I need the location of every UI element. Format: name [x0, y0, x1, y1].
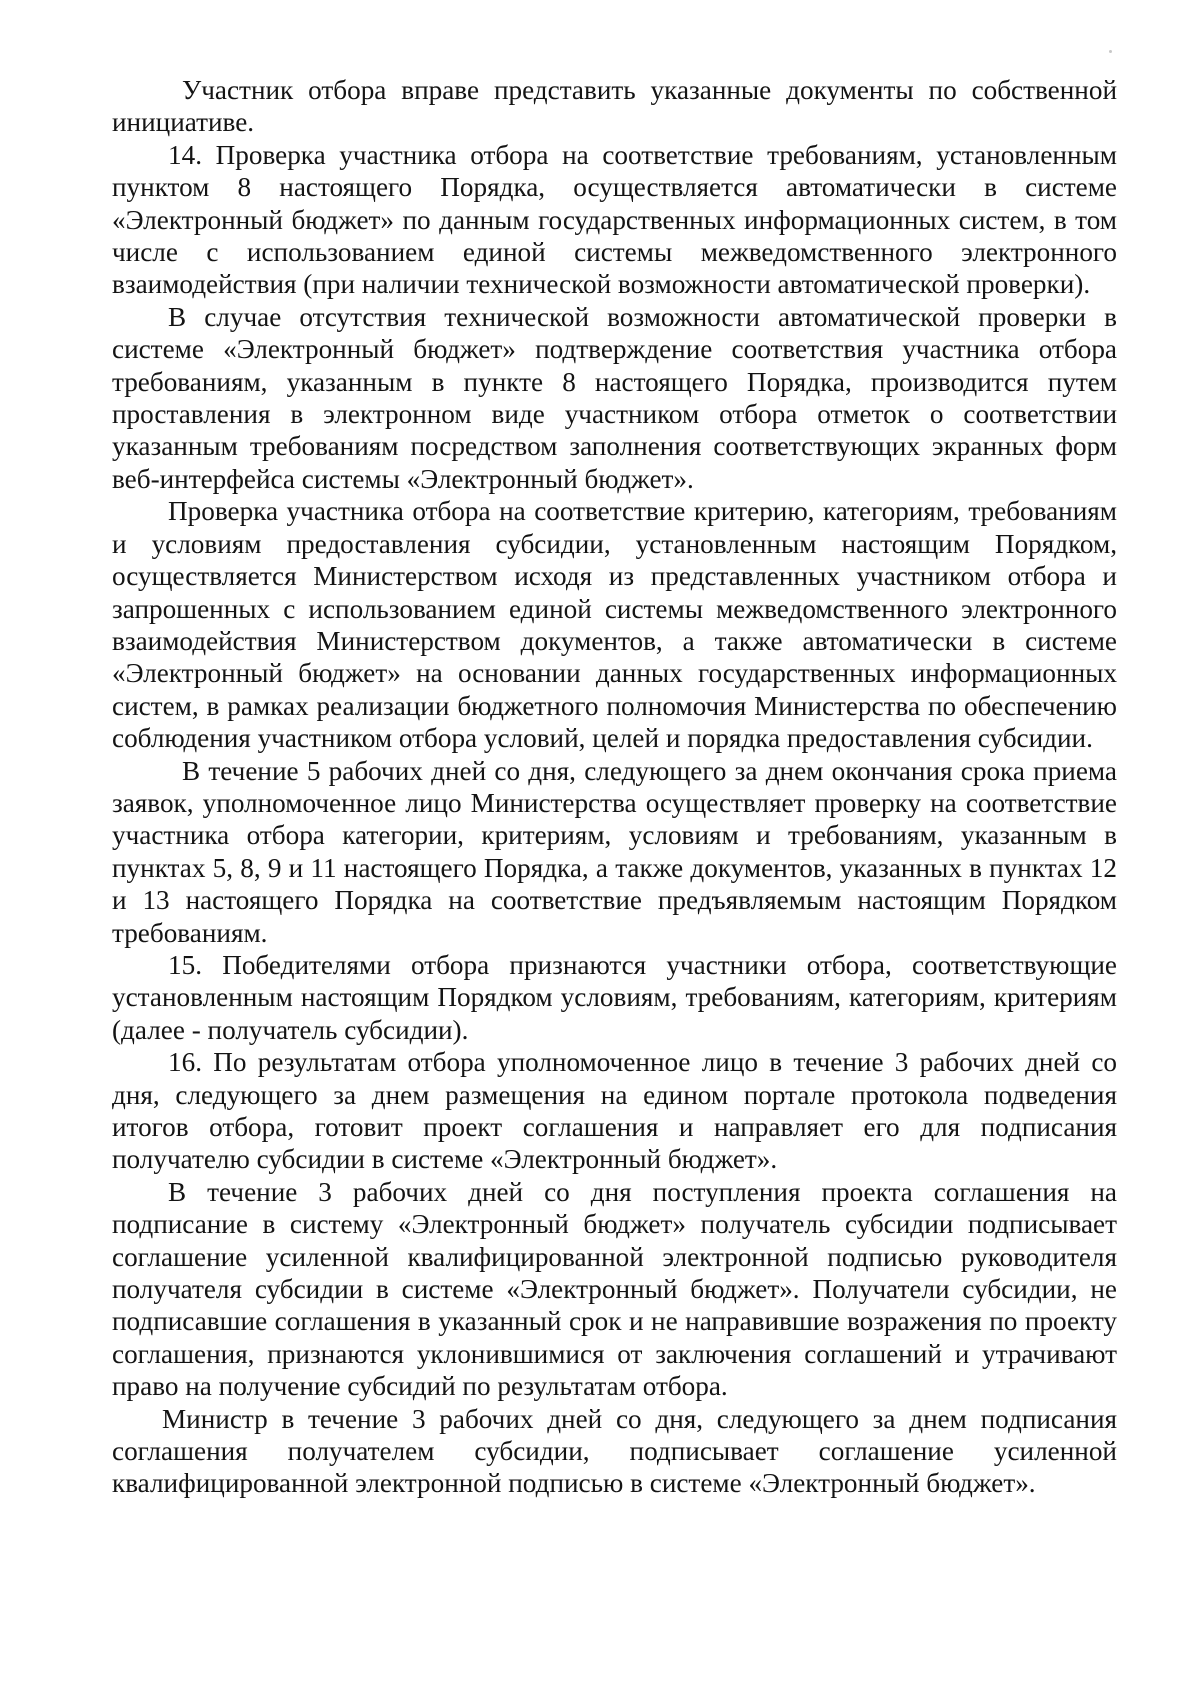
paragraph-clause-14: 14. Проверка участника отбора на соответствие требованиям, установленным пунктом 8 настоящего Порядка, осуществляется автоматически в системе «Электронный бюджет» по данным государственных информационных систем, в том числе с использованием единой системы межведомственного электронного взаимодействия (при наличии технической возможности автоматической проверки). — [112, 139, 1117, 300]
paragraph-ministry-verification: Проверка участника отбора на соответствие критерию, категориям, требованиям и условиям предоставления субсидии, установленным настоящим Порядком, осуществляется Министерством исходя из представленных участником отбора и запрошенных с использованием единой системы межведомственного электронного взаимодействия Министерством документов, а также автоматически в системе «Электронный бюджет» на основании данных государственных информационных систем, в рамках реализации бюджетного полномочия Министерства по обеспечению соблюдения участником отбора условий, целей и порядка предоставления субсидии. — [112, 496, 1117, 754]
paragraph-minister-signs: Министр в течение 3 рабочих дней со дня, следующего за днем подписания соглашения получателем субсидии, подписывает соглашение усиленной квалифицированной электронной подписью в системе «Электронный бюджет». — [112, 1403, 1117, 1499]
document-body — [112, 74, 1117, 1500]
paragraph-clause-16: 16. По результатам отбора уполномоченное лицо в течение 3 рабочих дней со дня, следующего за днем размещения на едином портале протокола подведения итогов отбора, готовит проект соглашения и направляет его для подписания получателю субсидии в системе «Электронный бюджет». — [112, 1047, 1117, 1175]
paragraph-no-technical-possibility: В случае отсутствия технической возможности автоматической проверки в системе «Электронный бюджет» подтверждение соответствия участника отбора требованиям, указанным в пункте 8 настоящего Порядка, производится путем проставления в электронном виде участником отбора отметок о соответствии указанным требованиям посредством заполнения соответствующих экранных форм веб-интерфейса системы «Электронный бюджет». — [112, 301, 1117, 494]
paragraph-clause-15: 15. Победителями отбора признаются участники отбора, соответствующие установленным настоящим Порядком условиям, требованиям, категориям, критериям (далее - получатель субсидии). — [112, 949, 1117, 1045]
paragraph-own-initiative: Участник отбора вправе представить указанные документы по собственной инициативе. — [112, 75, 1117, 138]
scan-speck — [1109, 50, 1112, 53]
paragraph-five-working-days: В течение 5 рабочих дней со дня, следующего за днем окончания срока приема заявок, уполномоченное лицо Министерства осуществляет проверку на соответствие участника отбора категории, критериям, условиям и требованиям, указанным в пунктах 5, 8, 9 и 11 настоящего Порядка, а также документов, указанных в пунктах 12 и 13 настоящего Порядка на соответствие предъявляемым настоящим Порядком требованиям. — [112, 755, 1117, 948]
paragraph-three-working-days-signing: В течение 3 рабочих дней со дня поступления проекта соглашения на подписание в систему «Электронный бюджет» получатель субсидии подписывает соглашение усиленной квалифицированной электронной подписью руководителя получателя субсидии в системе «Электронный бюджет». Получатели субсидии, не подписавшие соглашения в указанный срок и не направившие возражения по проекту соглашения, признаются уклонившимися от заключения соглашений и утрачивают право на получение субсидий по результатам отбора. — [112, 1176, 1117, 1402]
